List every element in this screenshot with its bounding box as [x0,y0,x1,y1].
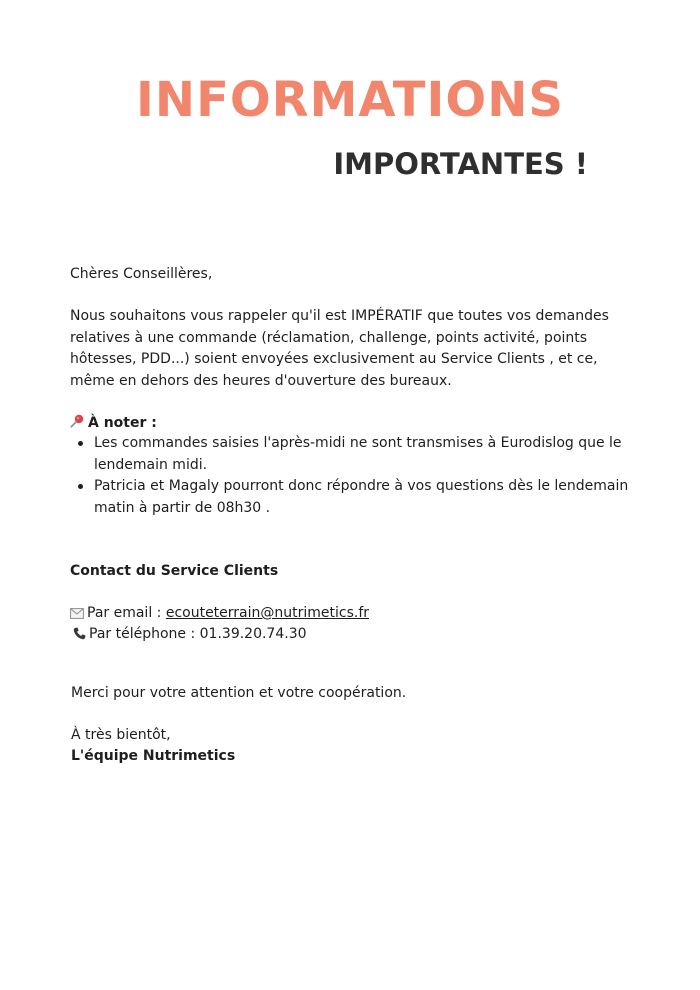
thanks-text: Merci pour votre attention et votre coopération. [71,685,407,701]
phone-label: Par téléphone : [89,626,196,642]
list-item [70,476,635,519]
bullet-dot [78,484,83,489]
note-heading [70,413,157,433]
phone-line [73,624,307,646]
email-label: Par email : [87,605,162,621]
list-item-text: Patricia et Magaly pourront donc répondre à vos questions dès le lendemain matin à partir de 08h30 . [94,478,629,516]
pushpin-icon [70,414,84,428]
telephone-icon [73,626,86,646]
note-title: À noter : [88,415,157,431]
list-item-text: Les commandes saisies l'après-midi ne sont transmises à Eurodislog que le lendemain midi. [94,435,622,473]
envelope-icon [70,605,84,625]
page-title: INFORMATIONS [136,72,564,128]
bullet-dot [78,441,83,446]
email-link[interactable]: ecouteterrain@nutrimetics.fr [165,605,370,621]
signature: L'équipe Nutrimetics [71,748,236,764]
page-subtitle: IMPORTANTES ! [333,147,588,181]
main-paragraph: Nous souhaitons vous rappeler qu'il est IMPÉRATIF que toutes vos demandes relatives à une commande (réclamation, challenge, points activité, points hôtesses, PDD...) soient envoyées exclusivement au Service Clients , et ce, même en dehors des heures d'ouverture des bureaux. [70,308,609,389]
note-list [70,433,635,519]
phone-number: 01.39.20.74.30 [199,626,307,642]
greeting: Chères Conseillères, [70,266,213,282]
closing-text: À très bientôt, [71,727,171,743]
contact-heading: Contact du Service Clients [70,563,279,579]
email-line [70,603,369,625]
list-item [70,433,635,476]
